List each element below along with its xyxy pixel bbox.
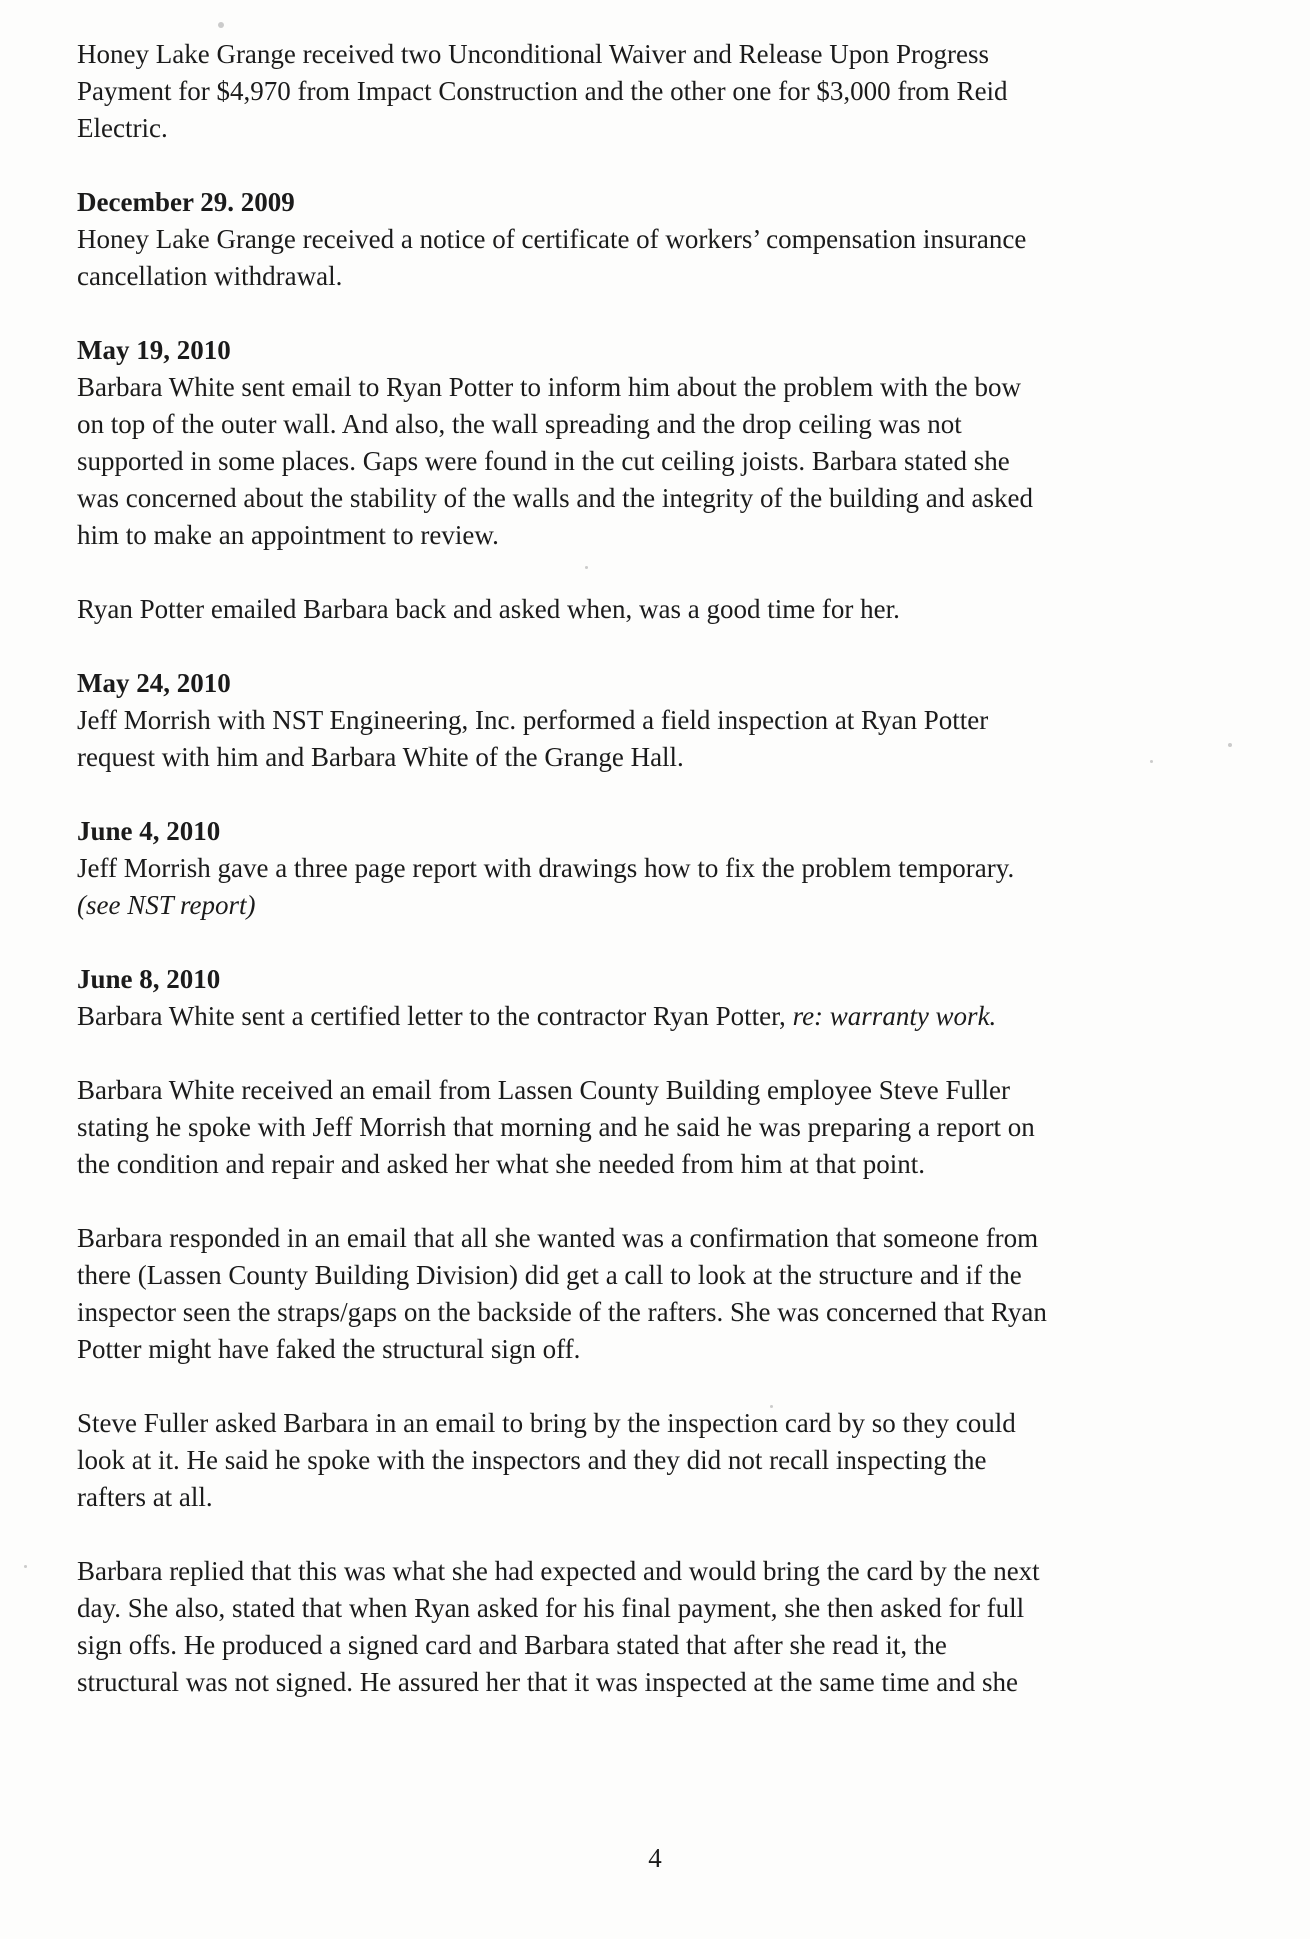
timeline-entry: [77, 961, 1257, 1035]
entry-date: May 19, 2010: [77, 335, 231, 365]
scan-speck: [218, 22, 224, 28]
timeline-entry-continuation: [77, 1072, 1257, 1183]
entry-paragraph: Barbara White sent email to Ryan Potter to inform him about the problem with the bow on top of the outer wall. And also, the wall spreading and the drop ceiling was not supported in some places. Gaps were found in the cut ceiling joists. Barbara stated she was concerned about the stability of the walls and the integrity of the building and asked him to make an appointment to review.: [77, 372, 1033, 550]
page-number: 4: [648, 1843, 662, 1873]
entry-paragraph: Ryan Potter emailed Barbara back and asked when, was a good time for her.: [77, 594, 900, 624]
entry-lead-text: Barbara White sent a certified letter to the contractor Ryan Potter,: [77, 1001, 786, 1031]
entry-paragraph: Honey Lake Grange received a notice of certificate of workers’ compensation insurance cancellation withdrawal.: [77, 224, 1027, 291]
entry-lead-paragraph: [77, 998, 1257, 1035]
entry-paragraph: Steve Fuller asked Barbara in an email to bring by the inspection card by so they could look at it. He said he spoke with the inspectors and they did not recall inspecting the rafters at all.: [77, 1408, 1016, 1512]
document-body: [77, 36, 1257, 1738]
entry-date: December 29. 2009: [77, 187, 295, 217]
timeline-entry-continuation: [77, 591, 1257, 628]
timeline-entry: [77, 332, 1257, 554]
entry-paragraph: Barbara responded in an email that all she wanted was a confirmation that someone from there (Lassen County Building Division) did get a call to look at the structure and if the inspector seen the straps/gaps on the backside of the rafters. She was concerned that Ryan Potter might have faked the structural sign off.: [77, 1223, 1047, 1364]
timeline-entry: [77, 665, 1257, 776]
timeline-entry-continuation: [77, 1553, 1257, 1701]
entry-paragraph: Barbara replied that this was what she had expected and would bring the card by the next day. She also, stated that when Ryan asked for his final payment, she then asked for full sign offs. He produced a signed card and Barbara stated that after she read it, the structural was not signed. He assured her that it was inspected at the same time and she: [77, 1556, 1040, 1697]
entry-date: May 24, 2010: [77, 668, 231, 698]
timeline-entry-continuation: [77, 1220, 1257, 1368]
timeline-entry: [77, 184, 1257, 295]
entry-date: June 4, 2010: [77, 816, 221, 846]
entry-date: June 8, 2010: [77, 964, 221, 994]
entry-paragraph: Jeff Morrish with NST Engineering, Inc. performed a field inspection at Ryan Potter request with him and Barbara White of the Grange Hall.: [77, 705, 989, 772]
timeline-entry: [77, 36, 1257, 147]
entry-paragraph: Barbara White received an email from Lassen County Building employee Steve Fuller stating he spoke with Jeff Morrish that morning and he said he was preparing a report on the condition and repair and asked her what she needed from him at that point.: [77, 1075, 1035, 1179]
entry-note: (see NST report): [77, 890, 256, 920]
entry-lead-emphasis: re: warranty work.: [785, 1001, 997, 1031]
timeline-entry: [77, 813, 1257, 924]
scan-speck: [24, 1565, 27, 1568]
entry-paragraph: Jeff Morrish gave a three page report with drawings how to fix the problem temporary.: [77, 853, 1015, 883]
entry-paragraph: Honey Lake Grange received two Unconditional Waiver and Release Upon Progress Payment for $4,970 from Impact Construction and the other one for $3,000 from Reid Electric.: [77, 39, 1008, 143]
timeline-entry-continuation: [77, 1405, 1257, 1516]
